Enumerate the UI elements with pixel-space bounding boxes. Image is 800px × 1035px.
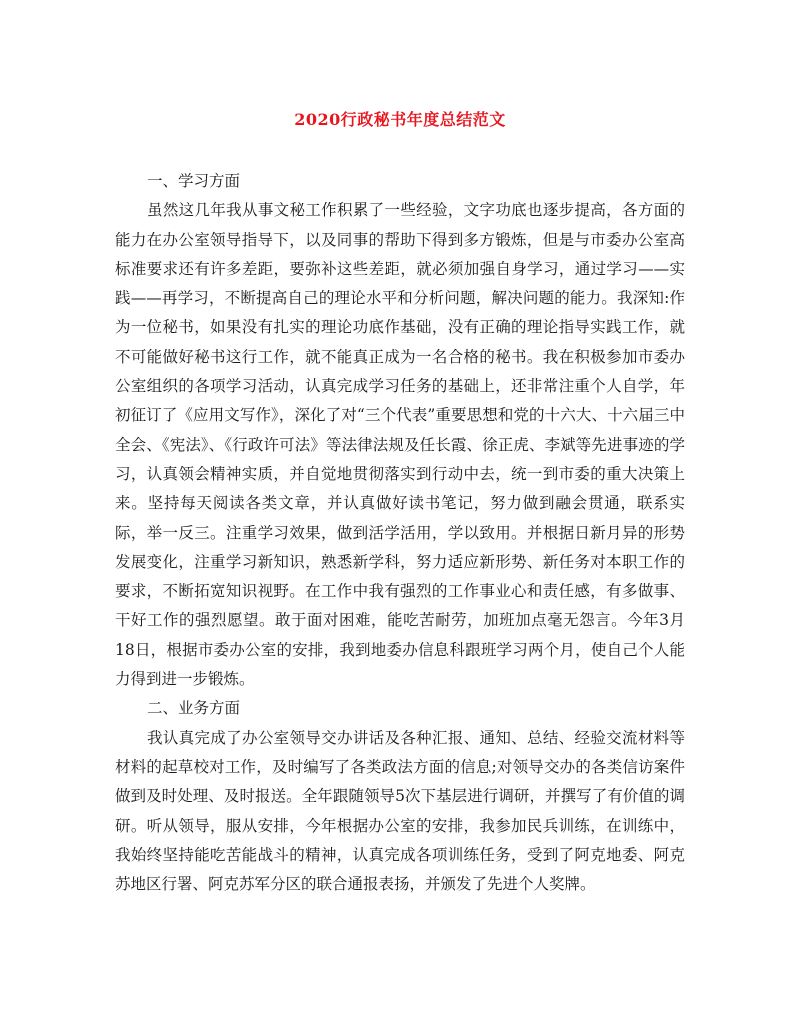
section-heading-study: 一、学习方面 — [147, 172, 241, 190]
document-title: 2020行政秘书年度总结范文 — [294, 110, 506, 129]
section-heading-business: 二、业务方面 — [147, 699, 241, 718]
section-paragraph-study: 虽然这几年我从事文秘工作积累了一些经验，文字功底也逐步提高，各方面的能力在办公室领导指导下，以及同事的帮助下得到多方锻炼，但是与市委办公室高标准要求还有许多差距，要弥补这些差距，就必须加强自身学习，通过学习——实践——再学习，不断提高自己的理论水平和分析问题，解决问题的能力。我深知:作为一位秘书，如果没有扎实的理论功底作基础，没有正确的理论指导实践工作，就不可能做好秘书这行工作，就不能真正成为一名合格的秘书。我在积极参加市委办公室组织的各项学习活动，认真完成学习任务的基础上，还非常注重个人自学，年初征订了《应用文写作》，深化了对“三个代表”重要思想和党的十六大、十六届三中全会、《宪法》、《行政许可法》等法律法规及任长霞、徐正虎、李斌等先进事迹的学习，认真领会精神实质，并自觉地贯彻落实到行动中去，统一到市委的重大决策上来。坚持每天阅读各类文章，并认真做好读书笔记，努力做到融会贯通，联系实际，举一反三。注重学习效果，做到活学活用，学以致用。并根据日新月异的形势发展变化，注重学习新知识，熟悉新学科，努力适应新形势、新任务对本职工作的要求，不断拓宽知识视野。在工作中我有强烈的工作事业心和责任感，有多做事、干好工作的强烈愿望。敢于面对困难，能吃苦耐劳，加班加点毫无怨言。今年3月18日，根据市委办公室的安排，我到地委办信息科跟班学习两个月，使自己个人能力得到进一步锻炼。 — [115, 201, 685, 689]
document-body — [115, 167, 685, 899]
section-paragraph-business: 我认真完成了办公室领导交办讲话及各种汇报、通知、总结、经验交流材料等材料的起草校对工作，及时编写了各类政法方面的信息;对领导交办的各类信访案件做到及时处理、及时报送。全年跟随领导5次下基层进行调研，并撰写了有价值的调研。听从领导，服从安排，今年根据办公室的安排，我参加民兵训练，在训练中，我始终坚持能吃苦能战斗的精神，认真完成各项训练任务，受到了阿克地委、阿克苏地区行署、阿克苏军分区的联合通报表扬，并颁发了先进个人奖牌。 — [115, 728, 685, 894]
